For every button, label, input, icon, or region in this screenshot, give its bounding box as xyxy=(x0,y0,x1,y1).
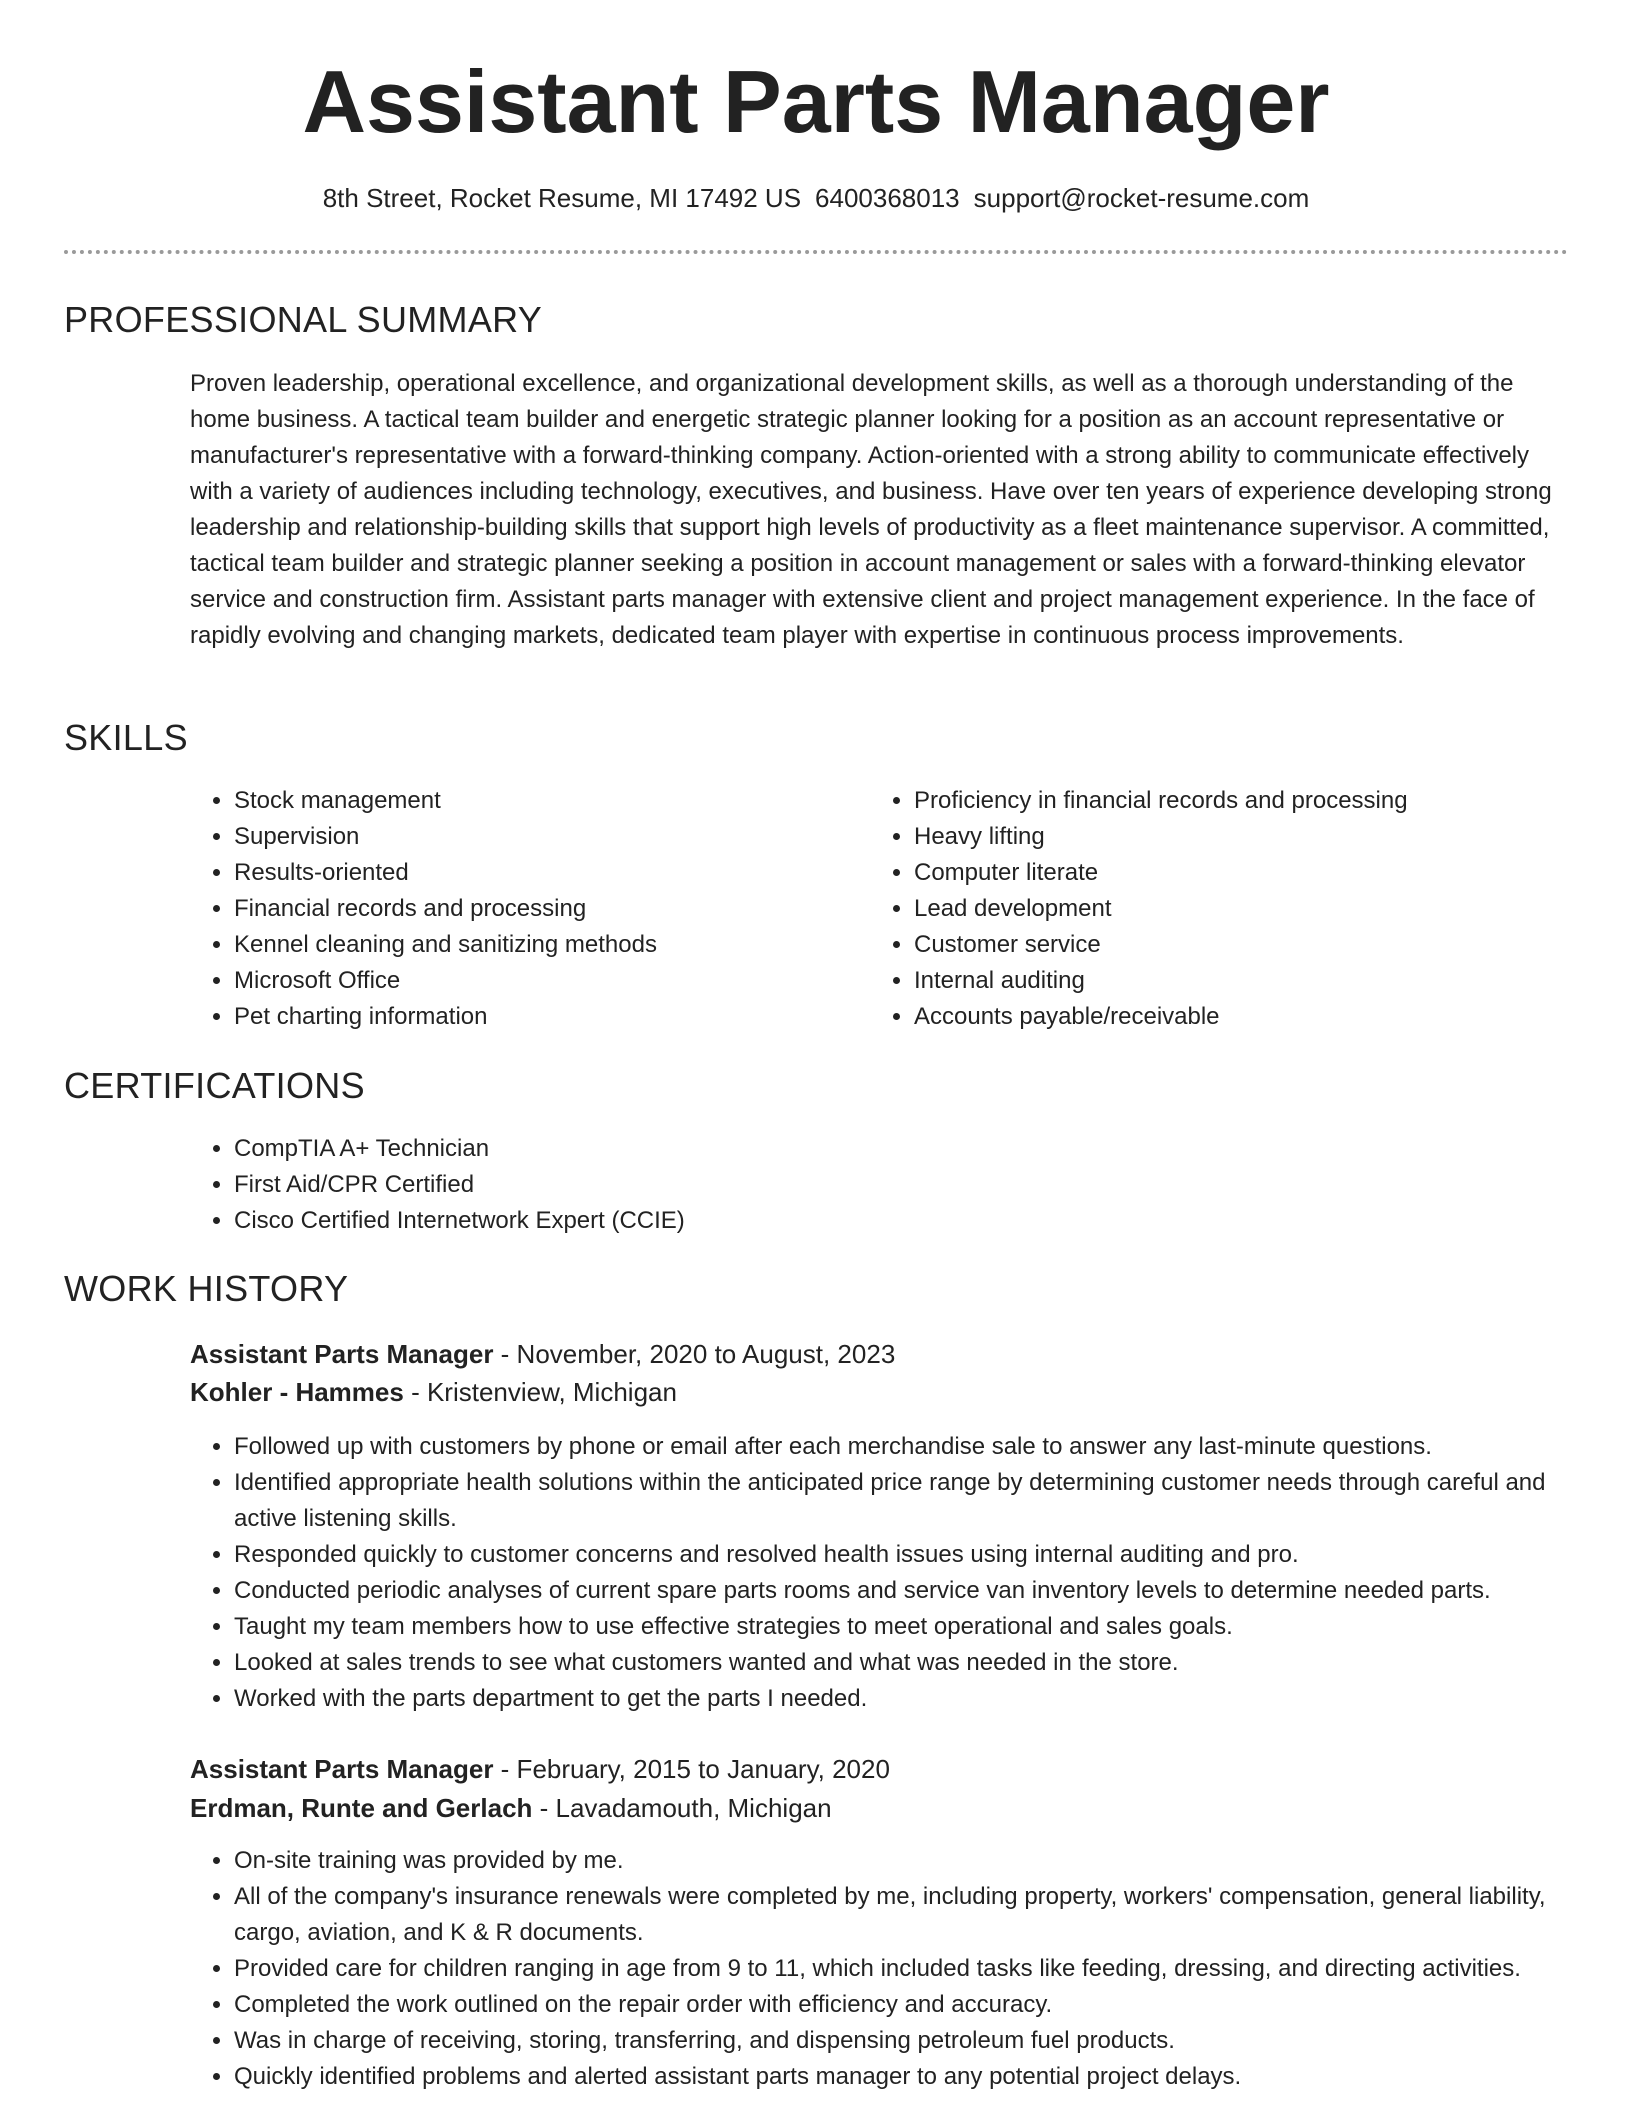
contact-line xyxy=(0,180,1632,216)
skill-item: • Supervision xyxy=(234,819,854,855)
skill-item: • Microsoft Office xyxy=(234,963,854,999)
job-duty-item: • Taught my team members how to use effective strategies to meet operational and sales goals. xyxy=(234,1609,1614,1645)
job-duties-list xyxy=(190,1843,1614,2095)
skill-item: • Results-oriented xyxy=(234,855,854,891)
job-location: - Kristenview, Michigan xyxy=(403,1377,677,1407)
job-company: Kohler - Hammes xyxy=(190,1377,404,1407)
contact-address: 8th Street, Rocket Resume, MI 17492 US xyxy=(322,183,802,213)
job-title-line xyxy=(190,1750,1570,1788)
job-company-line xyxy=(190,1789,1570,1827)
job-duties-list xyxy=(190,1429,1614,1717)
job-title-line xyxy=(190,1335,1570,1373)
skill-item: • Financial records and processing xyxy=(234,891,854,927)
certification-item: • CompTIA A+ Technician xyxy=(234,1131,1614,1167)
certification-item: • First Aid/CPR Certified xyxy=(234,1167,1614,1203)
skill-item: • Kennel cleaning and sanitizing methods xyxy=(234,927,854,963)
skill-item: • Heavy lifting xyxy=(914,819,1614,855)
header-divider xyxy=(64,250,1568,254)
contact-email: support@rocket-resume.com xyxy=(973,183,1310,213)
job-company-line xyxy=(190,1373,1570,1411)
contact-phone: 6400368013 xyxy=(815,183,960,213)
certification-item: • Cisco Certified Internetwork Expert (CCIE) xyxy=(234,1203,1614,1239)
skill-item: • Stock management xyxy=(234,783,854,819)
job-duty-item: • Conducted periodic analyses of current spare parts rooms and service van inventory levels to determine needed parts. xyxy=(234,1573,1614,1609)
job-dates: - February, 2015 to January, 2020 xyxy=(493,1754,890,1784)
job-dates: - November, 2020 to August, 2023 xyxy=(493,1339,896,1369)
job-company: Erdman, Runte and Gerlach xyxy=(190,1793,533,1823)
job-duty-item: • Worked with the parts department to get the parts I needed. xyxy=(234,1681,1614,1717)
job-duty-item: • Identified appropriate health solutions within the anticipated price range by determining customer needs through careful and active listening skills. xyxy=(234,1465,1614,1537)
skill-item: • Proficiency in financial records and processing xyxy=(914,783,1614,819)
job-title: Assistant Parts Manager xyxy=(190,1339,494,1369)
skill-item: • Lead development xyxy=(914,891,1614,927)
job-duty-item: • All of the company's insurance renewals were completed by me, including property, workers' compensation, general liability, cargo, aviation, and K & R documents. xyxy=(234,1879,1614,1951)
skills-list-left xyxy=(190,783,854,1035)
job-duty-item: • On-site training was provided by me. xyxy=(234,1843,1614,1879)
skill-item: • Accounts payable/receivable xyxy=(914,999,1614,1035)
job-duty-item: • Responded quickly to customer concerns and resolved health issues using internal auditing and pro. xyxy=(234,1537,1614,1573)
job-duty-item: • Followed up with customers by phone or email after each merchandise sale to answer any last-minute questions. xyxy=(234,1429,1614,1465)
work-history-heading: WORK HISTORY xyxy=(64,1268,349,1309)
summary-text: Proven leadership, operational excellence, and organizational development skills, as well as a thorough understanding of the home business. A tactical team builder and energetic strategic planner looking for a position as an account representative or manufacturer's representative with a forward-thinking company. Action-oriented with a strong ability to communicate effectively with a variety of audiences including technology, executives, and business. Have over ten years of experience developing strong leadership and relationship-building skills that support high levels of productivity as a fleet maintenance supervisor. A committed, tactical team builder and strategic planner seeking a position in account management or sales with a forward-thinking elevator service and construction firm. Assistant parts manager with extensive client and project management experience. In the face of rapidly evolving and changing markets, dedicated team player with expertise in continuous process improvements. xyxy=(190,370,1552,649)
skill-item: • Computer literate xyxy=(914,855,1614,891)
skills-heading: SKILLS xyxy=(64,717,188,758)
job-duty-item: • Looked at sales trends to see what customers wanted and what was needed in the store. xyxy=(234,1645,1614,1681)
skills-list-right xyxy=(870,783,1614,1035)
skill-item: • Pet charting information xyxy=(234,999,854,1035)
job-duty-item: • Was in charge of receiving, storing, transferring, and dispensing petroleum fuel products. xyxy=(234,2023,1614,2059)
job-duty-item: • Completed the work outlined on the repair order with efficiency and accuracy. xyxy=(234,1987,1614,2023)
certifications-list xyxy=(190,1131,1614,1239)
certifications-heading: CERTIFICATIONS xyxy=(64,1065,365,1106)
job-location: - Lavadamouth, Michigan xyxy=(532,1793,832,1823)
skill-item: • Customer service xyxy=(914,927,1614,963)
resume-title: Assistant Parts Manager xyxy=(302,52,1330,151)
skill-item: • Internal auditing xyxy=(914,963,1614,999)
job-title: Assistant Parts Manager xyxy=(190,1754,494,1784)
job-duty-item: • Provided care for children ranging in age from 9 to 11, which included tasks like feeding, dressing, and directing activities. xyxy=(234,1951,1614,1987)
summary-heading: PROFESSIONAL SUMMARY xyxy=(64,299,543,340)
job-duty-item: • Quickly identified problems and alerted assistant parts manager to any potential project delays. xyxy=(234,2059,1614,2095)
